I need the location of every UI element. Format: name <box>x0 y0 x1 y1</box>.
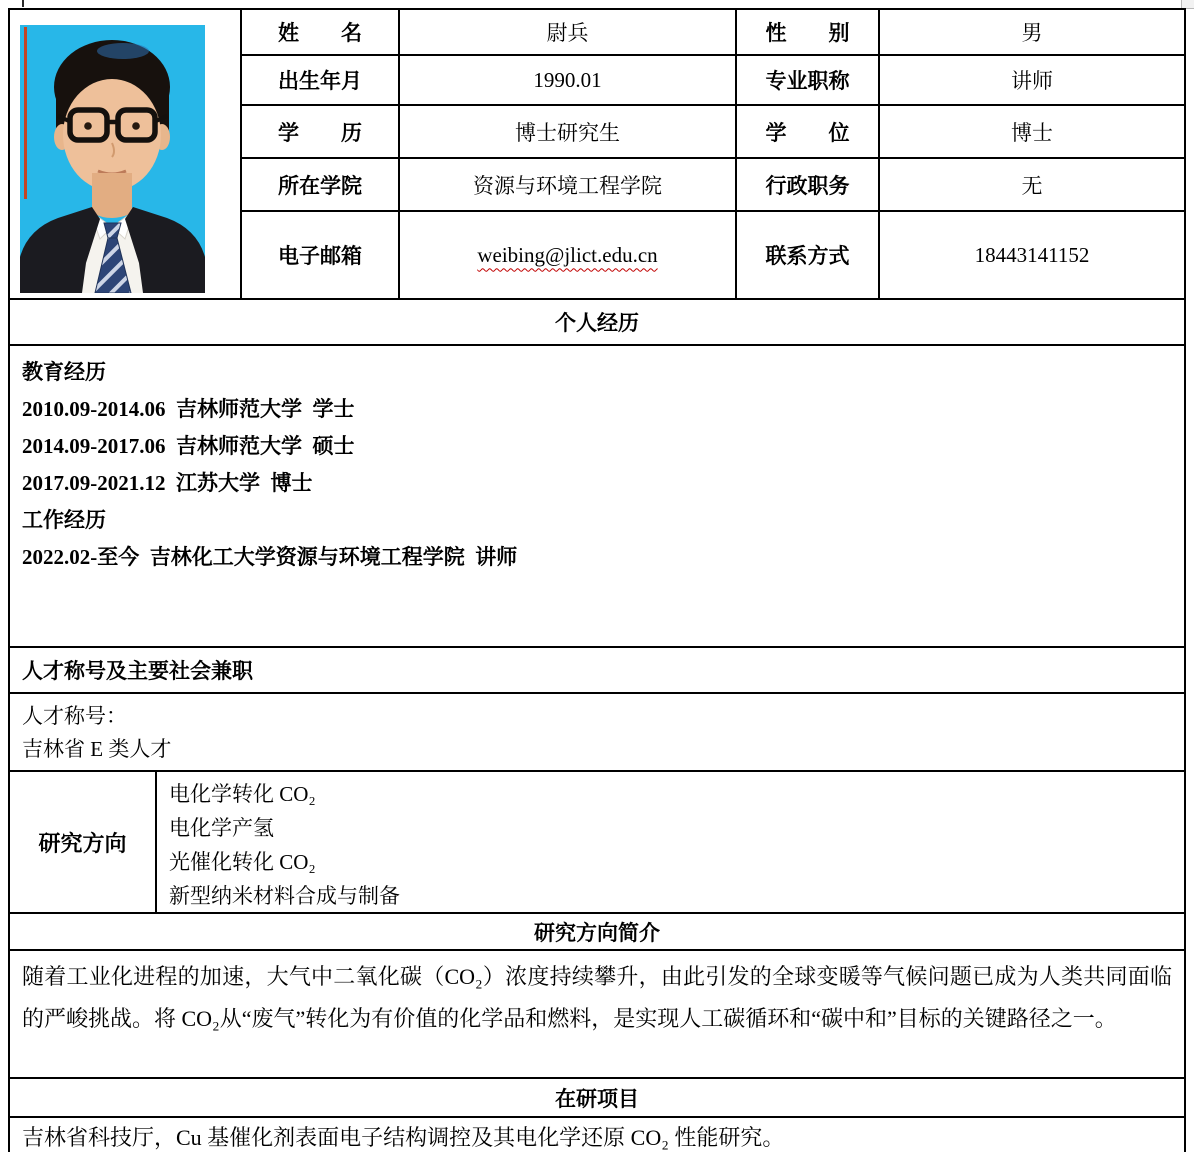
photo-cell <box>9 9 241 299</box>
education-history-item: 2010.09-2014.06 吉林师范大学 学士 <box>22 397 355 421</box>
name-label: 姓 名 <box>241 9 399 55</box>
professional-title-label: 专业职称 <box>736 55 879 105</box>
section-header-research-intro: 研究方向简介 <box>8 912 1186 951</box>
admin-duty-label: 行政职务 <box>736 158 879 211</box>
page-edge-artifact <box>22 0 24 7</box>
birthdate-label: 出生年月 <box>241 55 399 105</box>
research-directions-label: 研究方向 <box>10 772 157 912</box>
contact-value: 18443141152 <box>879 211 1185 299</box>
research-direction-item: 光催化转化 CO₂ <box>169 850 316 874</box>
section-header-talent-titles: 人才称号及主要社会兼职 <box>8 646 1186 694</box>
section-header-ongoing-projects: 在研项目 <box>8 1077 1186 1118</box>
profile-photo <box>20 25 205 293</box>
section-header-personal-experience: 个人经历 <box>8 298 1186 346</box>
email-value: weibing@jlict.edu.cn <box>477 242 658 267</box>
research-intro-paragraph: 随着工业化进程的加速，大气中二氧化碳（CO₂）浓度持续攀升，由此引发的全球变暖等气候问题已成为人类共同面临的严峻挑战。将 CO₂从“废气”转化为有价值的化学品和燃料，是实现人工碳循环和“碳中和”目标的关键路径之一。 <box>22 964 1172 1031</box>
research-intro-content <box>8 949 1186 1079</box>
education-history-heading: 教育经历 <box>22 360 106 384</box>
research-direction-item: 电化学产氢 <box>169 816 274 840</box>
research-directions-row <box>8 770 1186 914</box>
professional-title-value: 讲师 <box>879 55 1185 105</box>
experience-content <box>8 344 1186 648</box>
work-history-heading: 工作经历 <box>22 508 106 532</box>
degree-value: 博士 <box>879 105 1185 158</box>
education-level-value: 博士研究生 <box>399 105 736 158</box>
research-direction-item: 新型纳米材料合成与制备 <box>169 884 400 908</box>
birthdate-value: 1990.01 <box>399 55 736 105</box>
email-label: 电子邮箱 <box>241 211 399 299</box>
work-history-item: 2022.02-至今 吉林化工大学资源与环境工程学院 讲师 <box>22 545 518 569</box>
research-directions-list <box>157 772 1184 912</box>
degree-label: 学 位 <box>736 105 879 158</box>
education-history-item: 2017.09-2021.12 江苏大学 博士 <box>22 471 313 495</box>
profile-sheet <box>8 8 1186 1152</box>
admin-duty-value: 无 <box>879 158 1185 211</box>
contact-label: 联系方式 <box>736 211 879 299</box>
project-item: 吉林省科技厅，Cu 基催化剂表面电子结构调控及其电化学还原 CO₂ 性能研究。 <box>22 1125 785 1150</box>
college-value: 资源与环境工程学院 <box>399 158 736 211</box>
talent-title-label: 人才称号： <box>22 704 127 728</box>
personal-info-table <box>8 8 1186 300</box>
portrait-avatar-graphic <box>20 25 205 293</box>
gender-value: 男 <box>879 9 1185 55</box>
name-value: 尉兵 <box>399 9 736 55</box>
ongoing-projects-content <box>8 1116 1186 1152</box>
education-history-item: 2014.09-2017.06 吉林师范大学 硕士 <box>22 434 355 458</box>
gender-label: 性 别 <box>736 9 879 55</box>
talent-title-value: 吉林省 E 类人才 <box>22 737 172 761</box>
talent-content <box>8 692 1186 772</box>
college-label: 所在学院 <box>241 158 399 211</box>
research-direction-item: 电化学转化 CO₂ <box>169 782 316 806</box>
education-level-label: 学 历 <box>241 105 399 158</box>
